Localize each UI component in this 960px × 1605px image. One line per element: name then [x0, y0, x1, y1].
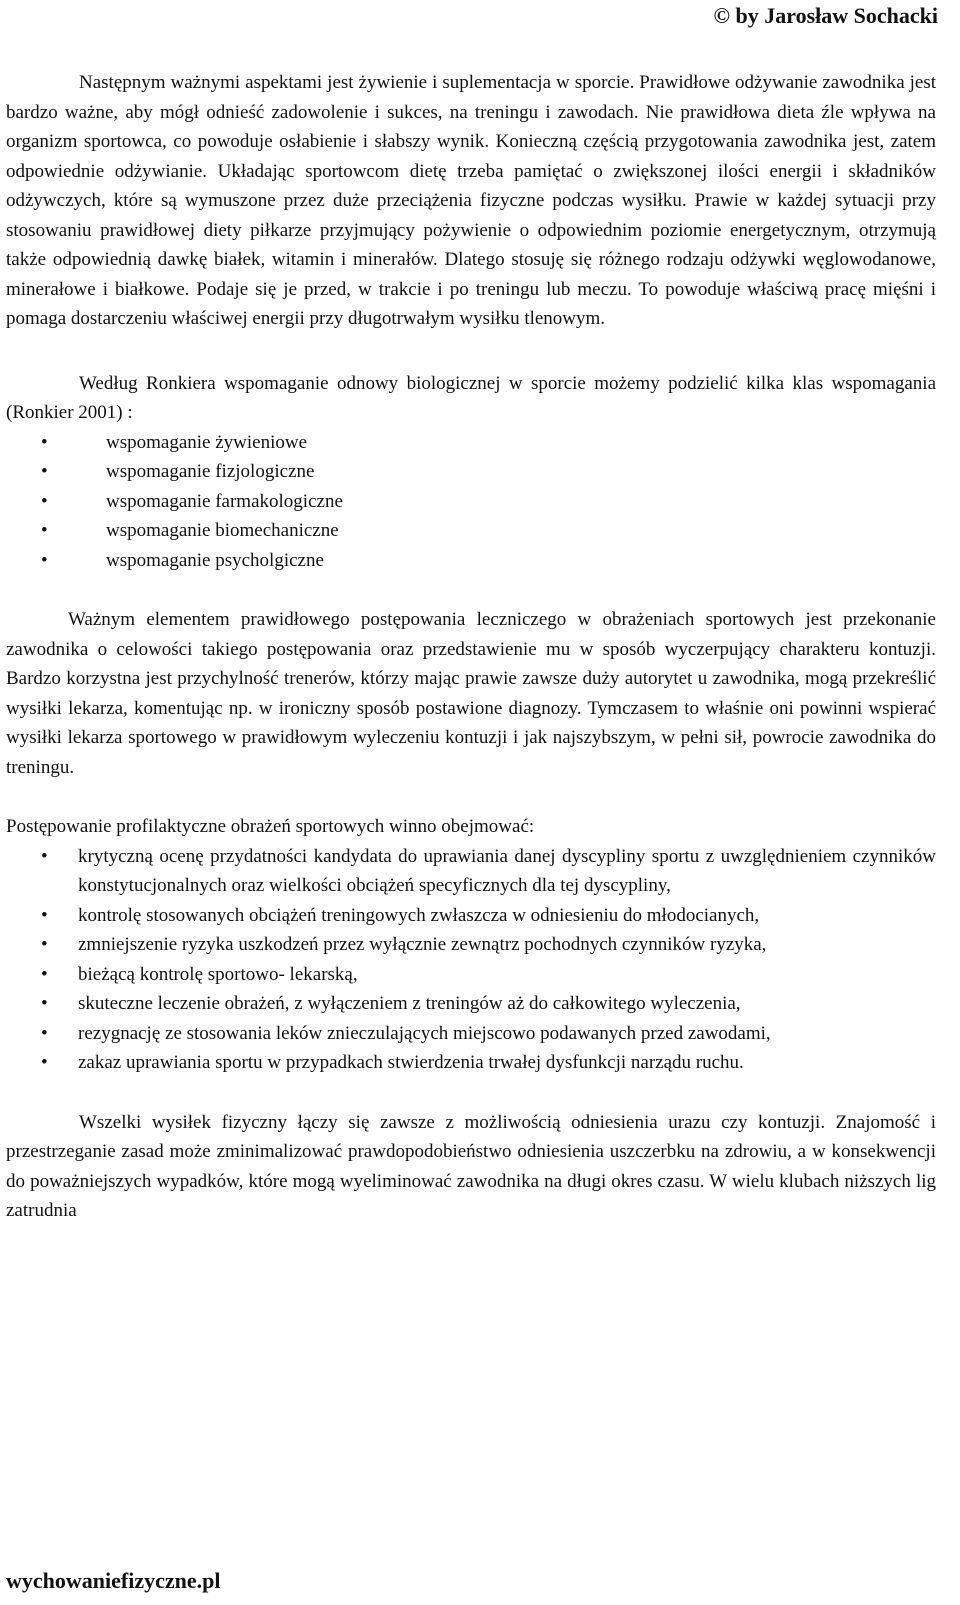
list-item: • skuteczne leczenie obrażeń, z wyłączeniem z treningów aż do całkowitego wyleczenia, [6, 989, 936, 1019]
copyright-header: © by Jarosław Sochacki [713, 3, 938, 28]
paragraph-treatment: Ważnym elementem prawidłowego postępowania leczniczego w obrażeniach sportowych jest przekonanie zawodnika o celowości takiego postępowania oraz przedstawienie mu w sposób wyczerpujący charakteru kontuzji. Bardzo korzystna jest przychylność trenerów, którzy mając prawie zawsze duży autorytet u zawodnika, mogą przekreślić wysiłki lekarza, komentując np. w ironiczny sposób postawione diagnozy. Tymczasem to właśnie oni powinni wspierać wysiłki lekarza sportowego w prawidłowym wyleczeniu kontuzji i jak najszybszym, w pełni sił, powrocie zawodnika do treningu. [6, 609, 936, 778]
support-types-list [6, 428, 936, 576]
paragraph-prevention-intro: Postępowanie profilaktyczne obrażeń sportowych winno obejmować: [6, 816, 535, 837]
paragraph-injury-risk: Wszelki wysiłek fizyczny łączy się zawsze z możliwością odniesienia urazu czy kontuzji. Znajomość i przestrzeganie zasad może zminimalizować prawdopodobieństwo odniesienia uszczerbku na zdrowiu, a w konsekwencji do poważniejszych wypadków, które mogą wyeliminować zawodnika na długi okres czasu. W wielu klubach niższych lig zatrudnia [6, 1111, 936, 1221]
list-item: • kontrolę stosowanych obciążeń treningowych zwłaszcza w odniesieniu do młodocianych, [6, 901, 936, 931]
list-item: • zmniejszenie ryzyka uszkodzeń przez wyłącznie zewnątrz pochodnych czynników ryzyka, [6, 930, 936, 960]
list-item: • krytyczną ocenę przydatności kandydata do uprawiania danej dyscypliny sportu z uwzględnieniem czynników konstytucjonalnych oraz wielkości obciążeń specyficznych dla tej dyscypliny, [6, 842, 936, 901]
paragraph-nutrition: Następnym ważnymi aspektami jest żywienie i suplementacja w sporcie. Prawidłowe odżywanie zawodnika jest bardzo ważne, aby mógł odnieść zadowolenie i sukces, na treningu i zawodach. Nie prawidłowa dieta źle wpływa na organizm sportowca, co powoduje osłabienie i słabszy wynik. Konieczną częścią przygotowania zawodnika jest, zatem odpowiednie odżywianie. Układając sportowcom dietę trzeba pamiętać o zwiększonej ilości energii i składników odżywczych, które są wymuszone przez duże przeciążenia fizyczne podczas wysiłku. Prawie w każdej sytuacji przy stosowaniu prawidłowej diety piłkarze przyjmujący pożywienie o odpowiednim poziomie energetycznym, otrzymują także odpowiednią dawkę białek, witamin i minerałów. Dlatego stosuję się różnego rodzaju odżywki węglowodanowe, minerałowe i białkowe. Podaje się je przed, w trakcie i po treningu lub meczu. To powoduje właściwą pracę mięśni i pomaga dostarczeniu właściwej energii przy długotrwałym wysiłku tlenowym. [6, 72, 936, 329]
footer-site-name: wychowaniefizyczne.pl [6, 1568, 221, 1593]
list-item: • wspomaganie fizjologiczne [6, 457, 936, 487]
list-item: • wspomaganie psycholgiczne [6, 546, 936, 576]
prevention-list [6, 842, 936, 1078]
list-item: • wspomaganie farmakologiczne [6, 487, 936, 517]
paragraph-ronkier-intro: Według Ronkiera wspomaganie odnowy biologicznej w sporcie możemy podzielić kilka klas wspomagania (Ronkier 2001) : [6, 372, 936, 423]
list-item: • wspomaganie żywieniowe [6, 428, 936, 458]
list-item: • bieżącą kontrolę sportowo- lekarską, [6, 960, 936, 990]
list-item: • zakaz uprawiania sportu w przypadkach stwierdzenia trwałej dysfunkcji narządu ruchu. [6, 1048, 936, 1078]
document-body [6, 68, 936, 1226]
list-item: • rezygnację ze stosowania leków znieczulających miejscowo podawanych przed zawodami, [6, 1019, 936, 1049]
list-item: • wspomaganie biomechaniczne [6, 516, 936, 546]
